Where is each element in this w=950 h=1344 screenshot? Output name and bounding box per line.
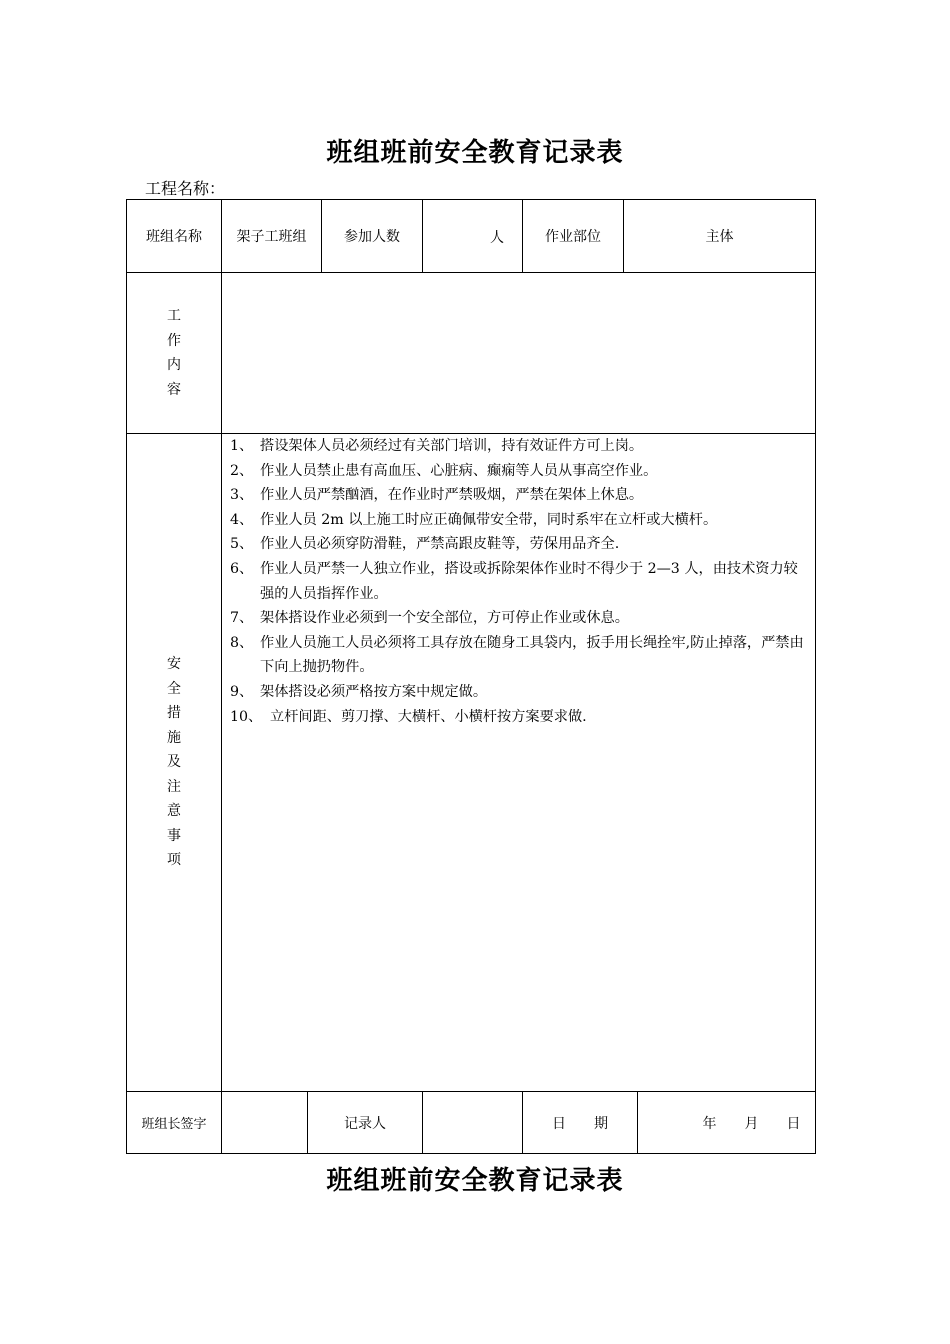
safety-measure-item bbox=[230, 532, 808, 557]
safety-measure-text: 立杆间距、剪刀撑、大横杆、小横杆按方案要求做. bbox=[270, 708, 587, 725]
safety-measure-number: 8、 bbox=[230, 634, 254, 651]
recorder-value bbox=[423, 1092, 522, 1153]
participants-value bbox=[423, 200, 522, 272]
safety-measure-text: 作业人员 2m 以上施工时应正确佩带安全带，同时系牢在立杆或大横杆。 bbox=[260, 511, 718, 528]
safety-measures-label-char: 项 bbox=[167, 852, 181, 869]
safety-measure-number: 5、 bbox=[230, 536, 254, 553]
safety-measure-item bbox=[230, 631, 808, 680]
safety-measures-label bbox=[127, 434, 221, 1091]
safety-measure-text: 架体搭设作业必须到一个安全部位，方可停止作业或休息。 bbox=[260, 610, 629, 627]
work-location-value: 主体 bbox=[705, 229, 734, 245]
safety-measures-list bbox=[230, 434, 808, 729]
safety-measure-text: 搭设架体人员必须经过有关部门培训，持有效证件方可上岗。 bbox=[260, 438, 644, 454]
participants-label: 参加人数 bbox=[344, 229, 400, 245]
work-content-value bbox=[222, 273, 815, 433]
work-content-label-char: 工 bbox=[167, 308, 181, 324]
work-content-label-char: 内 bbox=[167, 357, 181, 373]
leader-sign-label: 班组长签字 bbox=[141, 1117, 207, 1132]
page-title-repeat: 班组班前安全教育记录表 bbox=[326, 1166, 624, 1196]
safety-measure-item bbox=[230, 606, 808, 631]
safety-measure-number: 9、 bbox=[230, 683, 254, 700]
table-border-bottom bbox=[126, 1153, 816, 1154]
safety-measure-text: 作业人员必须穿防滑鞋，严禁高跟皮鞋等，劳保用品齐全. bbox=[260, 536, 620, 553]
safety-measures-label-char: 安 bbox=[167, 656, 181, 673]
safety-measure-text: 作业人员严禁酗酒，在作业时严禁吸烟，严禁在架体上休息。 bbox=[260, 487, 644, 504]
safety-measure-text: 作业人员施工人员必须将工具存放在随身工具袋内，扳手用长绳拴牢,防止掉落，严禁由下向上抛扔物件。 bbox=[260, 634, 804, 676]
work-location-label: 作业部位 bbox=[545, 229, 601, 245]
date-value: 年 月 日 bbox=[702, 1115, 801, 1132]
safety-measures-label-char: 措 bbox=[167, 705, 181, 722]
safety-measure-item bbox=[230, 459, 808, 484]
safety-measure-text: 架体搭设必须严格按方案中规定做。 bbox=[260, 683, 488, 700]
date-label: 日 期 bbox=[552, 1115, 608, 1132]
safety-measure-item bbox=[230, 680, 808, 705]
table-border-right bbox=[815, 199, 816, 1154]
safety-measure-number: 3、 bbox=[230, 487, 254, 504]
safety-measures-label-char: 注 bbox=[167, 778, 181, 795]
team-name-label: 班组名称 bbox=[146, 229, 202, 245]
work-content-label-char: 容 bbox=[167, 381, 181, 398]
safety-measure-number: 4、 bbox=[230, 511, 254, 528]
safety-measure-item bbox=[230, 434, 808, 459]
work-content-label-char: 作 bbox=[167, 332, 181, 349]
safety-measure-number: 7、 bbox=[230, 610, 254, 627]
safety-measure-item bbox=[230, 557, 808, 606]
project-name-label: 工程名称： bbox=[145, 179, 226, 198]
page-title: 班组班前安全教育记录表 bbox=[326, 138, 624, 168]
recorder-label: 记录人 bbox=[344, 1115, 386, 1132]
safety-measures-label-char: 意 bbox=[167, 803, 181, 820]
team-name-value: 架子工班组 bbox=[236, 229, 307, 245]
safety-measure-text: 作业人员禁止患有高血压、心脏病、癫痫等人员从事高空作业。 bbox=[260, 462, 658, 479]
safety-measures-label-char: 及 bbox=[167, 754, 181, 771]
safety-measures-label-char: 事 bbox=[167, 827, 181, 844]
safety-measures-label-char: 全 bbox=[167, 680, 181, 697]
safety-measure-item bbox=[230, 705, 808, 730]
safety-measure-item bbox=[230, 508, 808, 533]
participants-unit: 人 bbox=[490, 230, 504, 246]
safety-measure-item bbox=[230, 483, 808, 508]
safety-measure-number: 1、 bbox=[230, 438, 254, 454]
work-content-label bbox=[127, 273, 221, 433]
safety-measure-number: 6、 bbox=[230, 560, 254, 577]
leader-sign-value bbox=[222, 1092, 307, 1153]
safety-measures-label-char: 施 bbox=[167, 729, 181, 746]
safety-measure-number: 10、 bbox=[230, 708, 263, 725]
safety-measure-number: 2、 bbox=[230, 462, 254, 479]
safety-measure-text: 作业人员严禁一人独立作业，搭设或拆除架体作业时不得少于 2—3 人，由技术资力较强的人员指挥作业。 bbox=[260, 560, 798, 602]
